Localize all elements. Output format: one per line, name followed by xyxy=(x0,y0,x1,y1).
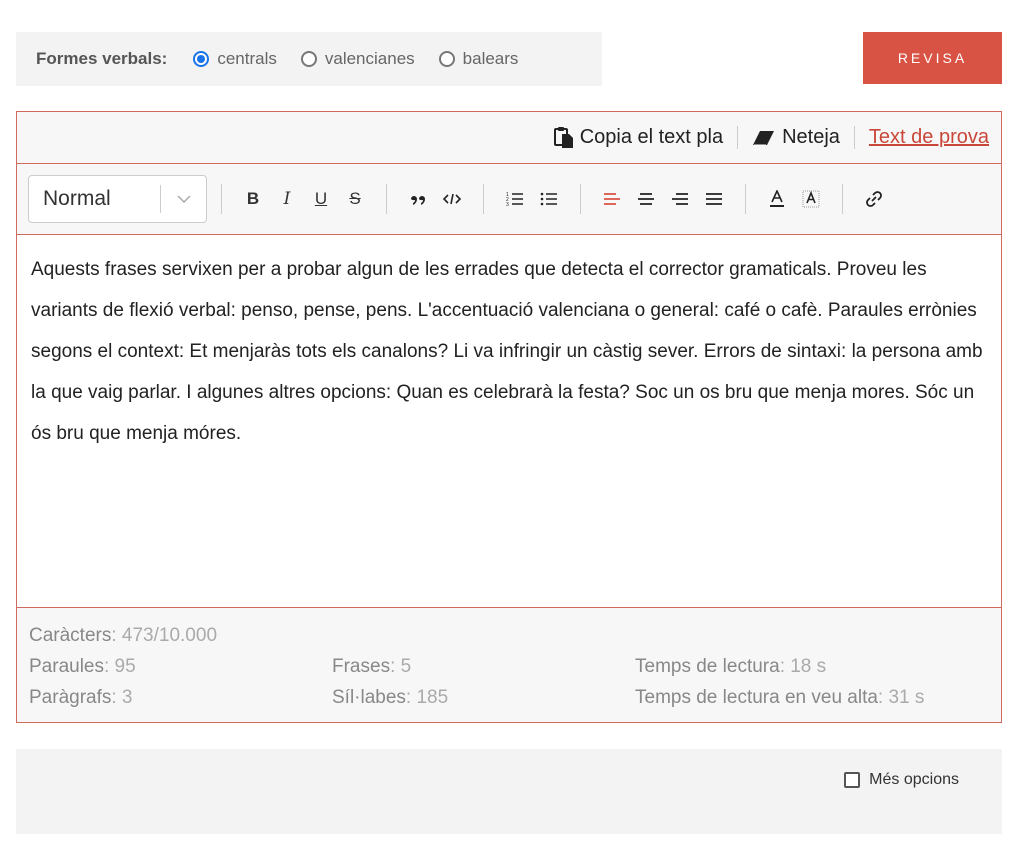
options-panel xyxy=(16,749,1002,834)
editor xyxy=(16,111,1002,723)
stats-row xyxy=(29,620,989,651)
background-color-icon[interactable] xyxy=(796,184,826,214)
radio-centrals[interactable] xyxy=(193,49,277,69)
radio-button-checked[interactable] xyxy=(193,51,209,67)
bold-icon[interactable]: B xyxy=(246,189,260,208)
stat-label: Temps de lectura xyxy=(635,655,780,677)
more-options-label: Més opcions xyxy=(869,771,959,788)
link-icon[interactable] xyxy=(859,184,889,214)
stat-words xyxy=(29,656,332,678)
sample-text-link[interactable]: Text de prova xyxy=(854,126,989,149)
paragraph-style-value: Normal xyxy=(43,187,111,210)
stat-label: Frases xyxy=(332,655,391,677)
paragraph-style-select[interactable] xyxy=(28,175,207,223)
align-justify-icon[interactable] xyxy=(699,184,729,214)
align-left-icon[interactable] xyxy=(597,184,627,214)
toolbar-divider xyxy=(483,184,484,214)
toolbar-divider xyxy=(580,184,581,214)
stat-value: : 18 s xyxy=(779,655,827,677)
stat-value: : 5 xyxy=(390,655,412,677)
italic-icon[interactable]: I xyxy=(283,189,291,209)
ordered-list-icon[interactable] xyxy=(500,184,530,214)
stat-label: Temps de lectura en veu alta xyxy=(635,686,878,708)
radio-button[interactable] xyxy=(439,51,455,67)
verb-forms-bar xyxy=(16,32,602,86)
align-right-icon[interactable] xyxy=(665,184,695,214)
text-color-icon[interactable] xyxy=(762,184,792,214)
stat-value: : 3 xyxy=(111,686,133,708)
clear-label: Neteja xyxy=(782,126,840,148)
radio-button[interactable] xyxy=(301,51,317,67)
editor-actions-bar xyxy=(17,112,1001,164)
radio-label-balears: balears xyxy=(462,49,519,68)
clipboard-icon xyxy=(554,127,574,149)
code-icon[interactable] xyxy=(437,184,467,214)
stat-label: Caràcters xyxy=(29,624,112,646)
stat-value: : 185 xyxy=(405,686,449,708)
chevron-down-icon xyxy=(160,185,206,213)
bullet-list-icon[interactable] xyxy=(534,184,564,214)
svg-text:1: 1 xyxy=(506,192,509,198)
stats-row xyxy=(29,682,989,713)
stat-value: : 473/10.000 xyxy=(111,624,218,646)
formatting-toolbar xyxy=(17,164,1001,235)
text-statistics xyxy=(17,608,1001,722)
more-options-toggle[interactable] xyxy=(844,771,959,789)
more-options-checkbox[interactable] xyxy=(844,772,860,788)
editor-text-area[interactable]: Aquests frases servixen per a probar algun de les errades que detecta el corrector gramaticals. Proveu les variants de flexió verbal: penso, pense, pens. L'accentuació valenciana o general: café o cafè. Paraules errònies segons el context: Et menjaràs tots els canalons? Li va infringir un càstig sever. Errors de sintaxi: la persona amb la que vaig parlar. I algunes altres opcions: Quan es celebrarà la festa? Soc un os bru que menja mores. Sóc un ós bru que menja móres. xyxy=(17,235,1001,608)
stat-reading-aloud xyxy=(635,687,924,709)
align-center-icon[interactable] xyxy=(631,184,661,214)
stat-label: Síl·labes xyxy=(332,686,406,708)
underline-icon[interactable]: U xyxy=(314,189,328,208)
svg-text:2: 2 xyxy=(506,197,509,203)
stat-sentences xyxy=(332,656,635,678)
strikethrough-icon[interactable]: S xyxy=(349,189,361,208)
stat-value: : 95 xyxy=(104,655,136,677)
stat-characters xyxy=(29,625,217,647)
clear-button[interactable] xyxy=(737,126,854,149)
radio-label-valencianes: valencianes xyxy=(324,49,415,68)
revisa-button[interactable]: REVISA xyxy=(863,32,1002,84)
stat-paragraphs xyxy=(29,687,332,709)
radio-label-centrals: centrals xyxy=(217,49,277,68)
stat-reading-time xyxy=(635,656,826,678)
copy-plain-text-label: Copia el text pla xyxy=(579,126,724,148)
blockquote-icon[interactable] xyxy=(403,184,433,214)
toolbar-divider xyxy=(386,184,387,214)
toolbar-divider xyxy=(745,184,746,214)
verb-forms-label: Formes verbals: xyxy=(36,49,168,68)
stat-label: Paraules xyxy=(29,655,104,677)
stat-syllables xyxy=(332,687,635,709)
copy-plain-text-button[interactable] xyxy=(540,126,737,149)
stat-label: Paràgrafs xyxy=(29,686,112,708)
eraser-icon xyxy=(752,130,776,146)
toolbar-divider xyxy=(842,184,843,214)
stats-row xyxy=(29,651,989,682)
svg-text:3: 3 xyxy=(506,202,509,207)
toolbar-divider xyxy=(221,184,222,214)
stat-value: : 31 s xyxy=(877,686,925,708)
radio-valencianes[interactable] xyxy=(301,49,415,69)
radio-balears[interactable] xyxy=(439,49,519,69)
